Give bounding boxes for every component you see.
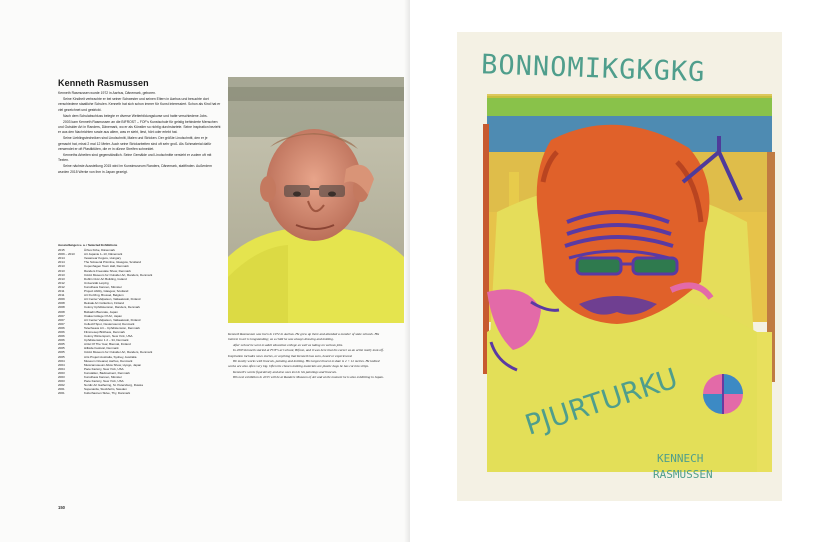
exhibition-year: 2004 [58,366,65,371]
caption-paragraph: His next exhibition in 2015 will be at Randers Museum of Art and at the moment he is also exhibiting in Japan. [233,375,384,380]
exhibition-year: 2013 [58,276,65,281]
exhibition-place: Colony Cphdistension, Randers, Denmark [84,305,141,310]
exhibition-place: Artist Of The Year, Biennal, Finland [84,342,131,347]
exhibition-year: 2006 [58,325,65,330]
crayon-portrait-artwork [457,32,782,501]
exhibition-year: 2003 [58,375,65,379]
exhibition-year: 2007 [58,317,65,322]
exhibition-year: 2011 [58,293,65,298]
caption-paragraph: Kenneth's works figuratively and also uses text in his paintings and linocuts. [233,369,337,374]
exhibition-place: Vesamear Kogure, Hungary [84,256,122,261]
caption-english [228,332,386,381]
exhibition-year: 2004 [58,362,65,367]
exhibition-year: 2008 [58,309,65,314]
bio-paragraph: Seine Lieblingstechniken sind Linolschnitt, Malen und Stricken. Der größte Linolschnitt, den er je gemacht hat, misst 2 mal 12 Meter. Auch seine Strickarbeiten sind oft sehr groß. Als Schmaterial dafür verwendet er oft Plastiktüten, die er in dünne Streifen schneidet. [58,136,212,152]
caption-paragraph: After school he went to adult education college as well as taking on various jobs. [233,342,344,347]
exhibitions-list [58,243,228,395]
exhibition-place: The Scisseral Primitive, Glasgow, Scotland [84,260,142,265]
exhibition-place: Randers Freestate Show, Denmark [84,268,131,273]
exhibition-year: 2002 [58,383,65,388]
exhibition-place: Art Center Valpaison, Valkeakoski, Finland [84,317,141,322]
exhibition-year: 2009 – 2013 [58,252,75,257]
exhibitions-heading: Ausstellungen u. a. / Selected Exhibitions [58,243,118,247]
exhibition-year: 2005 [58,350,65,355]
exhibition-place: CAAA Museum for Outsider Art, Randers, Denmark [84,272,153,277]
caption-paragraph: Kenneth Rasmussen was born in 1972 in Aarhus. He grew up there and attended a number of state schools. His interest in art is longstanding; as a child he was always drawing and knitting. [228,332,380,342]
exhibition-year: 2013 [58,272,65,277]
exhibition-year: 2006 [58,334,65,339]
page-title: Kenneth Rasmussen [58,78,149,88]
exhibition-place: Århus Kirke, Dänemark [84,248,116,253]
artist-portrait-photo [228,77,404,323]
exhibition-year: 2012 [58,280,65,285]
exhibition-place: Art Japanie 1–13, Dänemark [84,252,123,257]
exhibition-row [58,391,228,395]
exhibition-place: Sopenarda, Stockholm, Sweden [84,387,127,392]
exhibition-year: 2007 [58,313,65,318]
exhibition-place: Dublin Civic Art Building, Ireland [84,276,127,281]
exhibition-place: Cphdistension 1 2 – 34, Denmark [84,338,129,343]
bio-paragraph: Kenneths Arbeiten sind gegenständlich. Seine Gemälde und Linolschnitte versieht er zudem oft mit Texten. [58,152,212,163]
exhibition-place: Kunstallen, Badsvelvent, Denmark [84,370,130,375]
exhibition-place: CAAA Museum for Outsider Art, Randers, Denmark [84,350,153,355]
bio-paragraph: Nach dem Schulabschluss belegte er diverse Weiterbildungskurse und hatte verschiedene Jobs. [63,113,208,118]
exhibition-place: Art Center Valpaison, Valkeakoski, Finland [84,297,141,302]
exhibition-place: Telecheaus Art – Cphdistension, Denmark [84,325,140,330]
exhibition-place: Bolkadin Biennale, Japan [84,309,118,314]
exhibition-place: Universität Leipzig [84,280,109,285]
exhibition-place: Hillside Festival, Denmark [84,346,119,351]
exhibition-year: 2006 [58,338,65,343]
exhibition-place: Kulturhavnen Skive, Thy, Danmark [84,391,131,396]
exhibition-year: 2015 [58,248,65,253]
exhibition-place: Museum Oceanal, Aarhus, Denmark [84,358,133,363]
exhibition-place: Kunsthaus Kannen, Münster [84,375,122,379]
drawing-title-text: BONNOMIKGKGKG [480,49,706,89]
exhibition-year: 2005 [58,342,65,347]
exhibition-year: 2005 [58,346,65,351]
exhibition-year: 2009 [58,297,65,302]
caption-paragraph: In 2003 Kenneth started at FOF's art school, Bifrost, and it was here that his career as an artist really took off. Inspiration includes news stories, or anything that Kenneth has seen, heard or experienced. [228,348,384,358]
drawing-side-text: PJURTURKU [520,361,682,442]
exhibition-place: Pace Factory, New York, USA [84,379,124,384]
exhibition-year: 2013 [58,264,65,269]
exhibition-place: Nordic Art Gathering, St. Petersburg, Russia [84,383,143,388]
exhibition-year: 2007 [58,321,65,326]
exhibition-year: 2013 [58,268,65,273]
exhibition-year: 2003 [58,370,65,375]
signature-line-1: KENNECH [657,452,704,465]
bio-paragraph: Kenneth Rasmussen wurde 1972 in Aarhus, Dänemark, geboren. [58,91,157,95]
exhibition-year: 2001 [58,391,65,396]
exhibition-year: 2014 [58,256,65,261]
exhibition-place: Kunsthaus Kannen, Münster [84,284,122,289]
exhibition-year: 2001 [58,387,65,392]
exhibition-year: 2014 [58,260,65,265]
exhibition-place: Pace Factory, New York, USA [84,366,124,371]
biography-german [58,91,221,176]
portrait-image [228,77,404,323]
exhibition-year: 2012 [58,284,65,289]
exhibition-year: 2011 [58,289,65,294]
bio-paragraph: 2003 kam Kenneth Rasmussen an die BIFROST – FOF's Kunstschule für geistig behinderte Menschen und Outsider Art in Randers, Dänemark, wo er als Künstler so richtig durchstartete. Seine Inspiration bezieht er aus den Nachrichten sowie aus allem, was er sieht, liest, hört oder erlebt hat. [58,119,221,135]
exhibition-year: 2008 [58,305,65,310]
caption-paragraph: He mostly works with linocuts, painting and knitting. His largest linocut to date is 2 × 12 metres. He knitted works are also often very big. Often his chosen knitting materials are plastic bags he has cut into strips. [228,359,380,369]
exhibition-place: Arts Project Australia, Sydney, Australia [84,354,137,359]
exhibition-year: 2005 [58,354,65,359]
page-number: 150 [58,505,65,510]
bio-paragraph: Seine nächste Ausstellung 2015 wird im Kunstmuseum Randers, Dänemark, stattfinden. Außerdem wurden 2015 Werke von ihm in Japan gezeigt. [58,164,212,174]
exhibition-place: Colony Wintersporn, New York, USA [84,334,133,339]
exhibition-place: Copenhagen Town Hall, Denmark [84,264,129,269]
exhibition-year: 2008 [58,301,65,306]
exhibition-place: Art Du Ring, Brussel, Belgium [84,293,124,298]
exhibition-place: Filmmesep Birkhaus, Denmark [84,329,126,334]
exhibition-place: Musicamuseum Allow Show, Hyogo, Japan [84,362,142,367]
signature-line-2: RASMUSSEN [653,468,713,481]
bio-paragraph: Seine Kindheit verbrachte er bei seiner Schwester und seinen Eltern in Aarhus und besuchte dort verschiedene staatliche Schulen. Kenneth hat sich schon immer für Kunst interessiert. Schon als Kind hat er viel gezeichnet und gestrickt. [58,96,221,112]
exhibition-year: 2006 [58,329,65,334]
exhibition-year: 2003 [58,379,65,384]
artwork-drawing [457,32,782,501]
exhibition-place: Collectif Spot, Oestersound, Denmark [84,321,135,326]
exhibition-year: 2004 [58,358,65,363]
exhibition-place: Project Ability, Glasgow, Scotland [84,289,129,294]
exhibition-place: Osaka College Of Art, Japan [84,313,123,318]
exhibition-place: Reksak Art Collection, Finland [84,301,125,306]
